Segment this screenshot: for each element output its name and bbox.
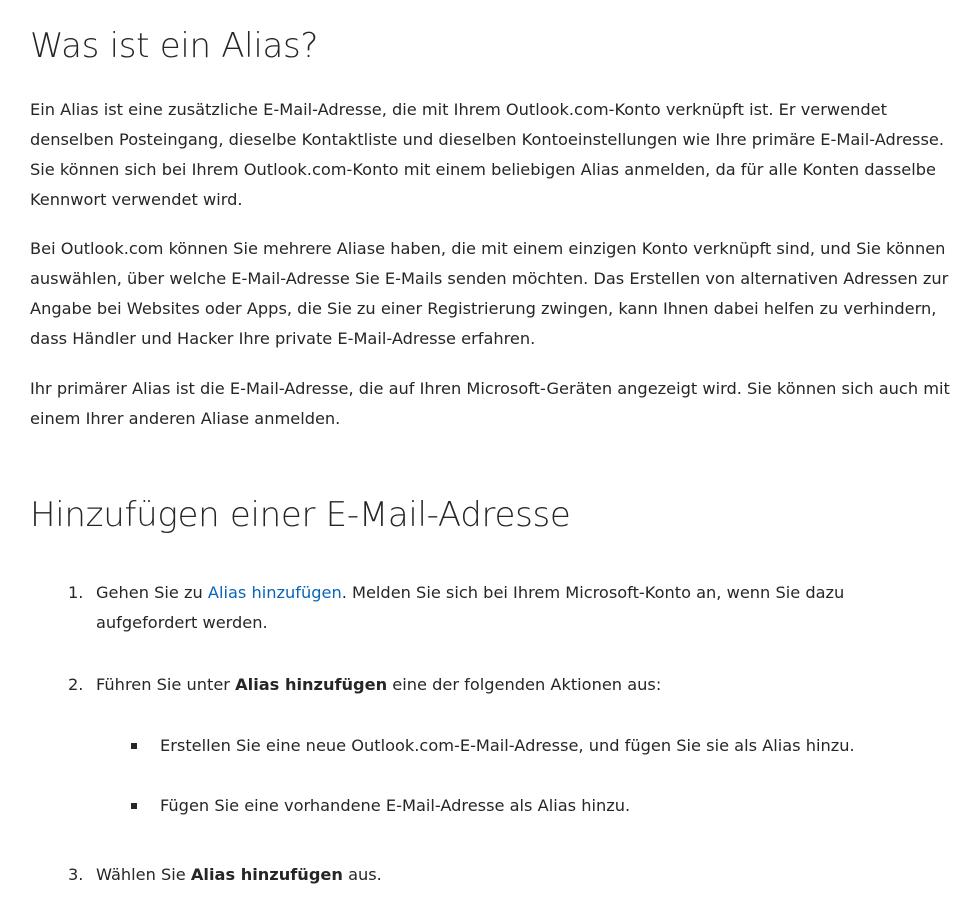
step-text-suffix: eine der folgenden Aktionen aus: <box>387 675 662 694</box>
step-text-prefix: Führen Sie unter <box>96 675 236 694</box>
paragraph-multiple-aliases: Bei Outlook.com können Sie mehrere Aliase haben, die mit einem einzigen Konto verknüpft sind, und Sie können auswählen, über welche E-Mail-Adresse Sie E-Mails senden möchten. Das Erstellen von alternativen Adressen zur Angabe bei Websites oder Apps, die Sie zu einer Registrierung zwingen, kann Ihnen dabei helfen zu verhindern, dass Händler und Hacker Ihre private E-Mail-Adresse erfahren. <box>30 239 949 348</box>
step-text <box>96 860 928 890</box>
step-2 <box>68 670 928 700</box>
step-number: 3. <box>68 865 84 884</box>
step-text-prefix: Gehen Sie zu <box>96 583 208 602</box>
heading-add-email-address: Hinzufügen einer E-Mail-Adresse <box>30 495 571 535</box>
step-number: 2. <box>68 675 84 694</box>
bullet-text: Erstellen Sie eine neue Outlook.com-E-Mail-Adresse, und fügen Sie sie als Alias hinzu. <box>160 736 855 755</box>
step-text <box>96 670 928 700</box>
step-text-suffix: aus. <box>342 865 382 884</box>
step-text-bold: Alias hinzufügen <box>235 675 388 694</box>
paragraph-alias-definition: Ein Alias ist eine zusätzliche E-Mail-Adresse, die mit Ihrem Outlook.com-Konto verknüpft ist. Er verwendet denselben Posteingang, dieselbe Kontaktliste und dieselben Kontoeinstellungen wie Ihre primäre E-Mail-Adresse. Sie können sich bei Ihrem Outlook.com-Konto mit einem beliebigen Alias anmelden, da für alle Konten dasselbe Kennwort verwendet wird. <box>30 100 945 209</box>
bullet-square-icon <box>131 803 137 809</box>
bullet-text: Fügen Sie eine vorhandene E-Mail-Adresse als Alias hinzu. <box>160 796 631 815</box>
paragraph-primary-alias: Ihr primärer Alias ist die E-Mail-Adresse, die auf Ihren Microsoft-Geräten angezeigt wird. Sie können sich auch mit einem Ihrer anderen Aliase anmelden. <box>30 379 950 428</box>
bullet-square-icon <box>131 743 137 749</box>
step-text <box>96 578 928 638</box>
step-number: 1. <box>68 583 84 602</box>
step-text-suffix: . Melden Sie sich bei Ihrem Microsoft-Konto an, wenn Sie dazu aufgefordert werden. <box>96 583 845 632</box>
step-text-prefix: Wählen Sie <box>96 865 191 884</box>
step-text-bold: Alias hinzufügen <box>190 865 343 884</box>
list-item <box>131 731 951 761</box>
add-alias-link[interactable]: Alias hinzufügen <box>207 583 342 602</box>
heading-what-is-alias: Was ist ein Alias? <box>30 26 319 66</box>
step-3 <box>68 860 928 890</box>
list-item <box>131 791 951 821</box>
step-1 <box>68 578 928 638</box>
